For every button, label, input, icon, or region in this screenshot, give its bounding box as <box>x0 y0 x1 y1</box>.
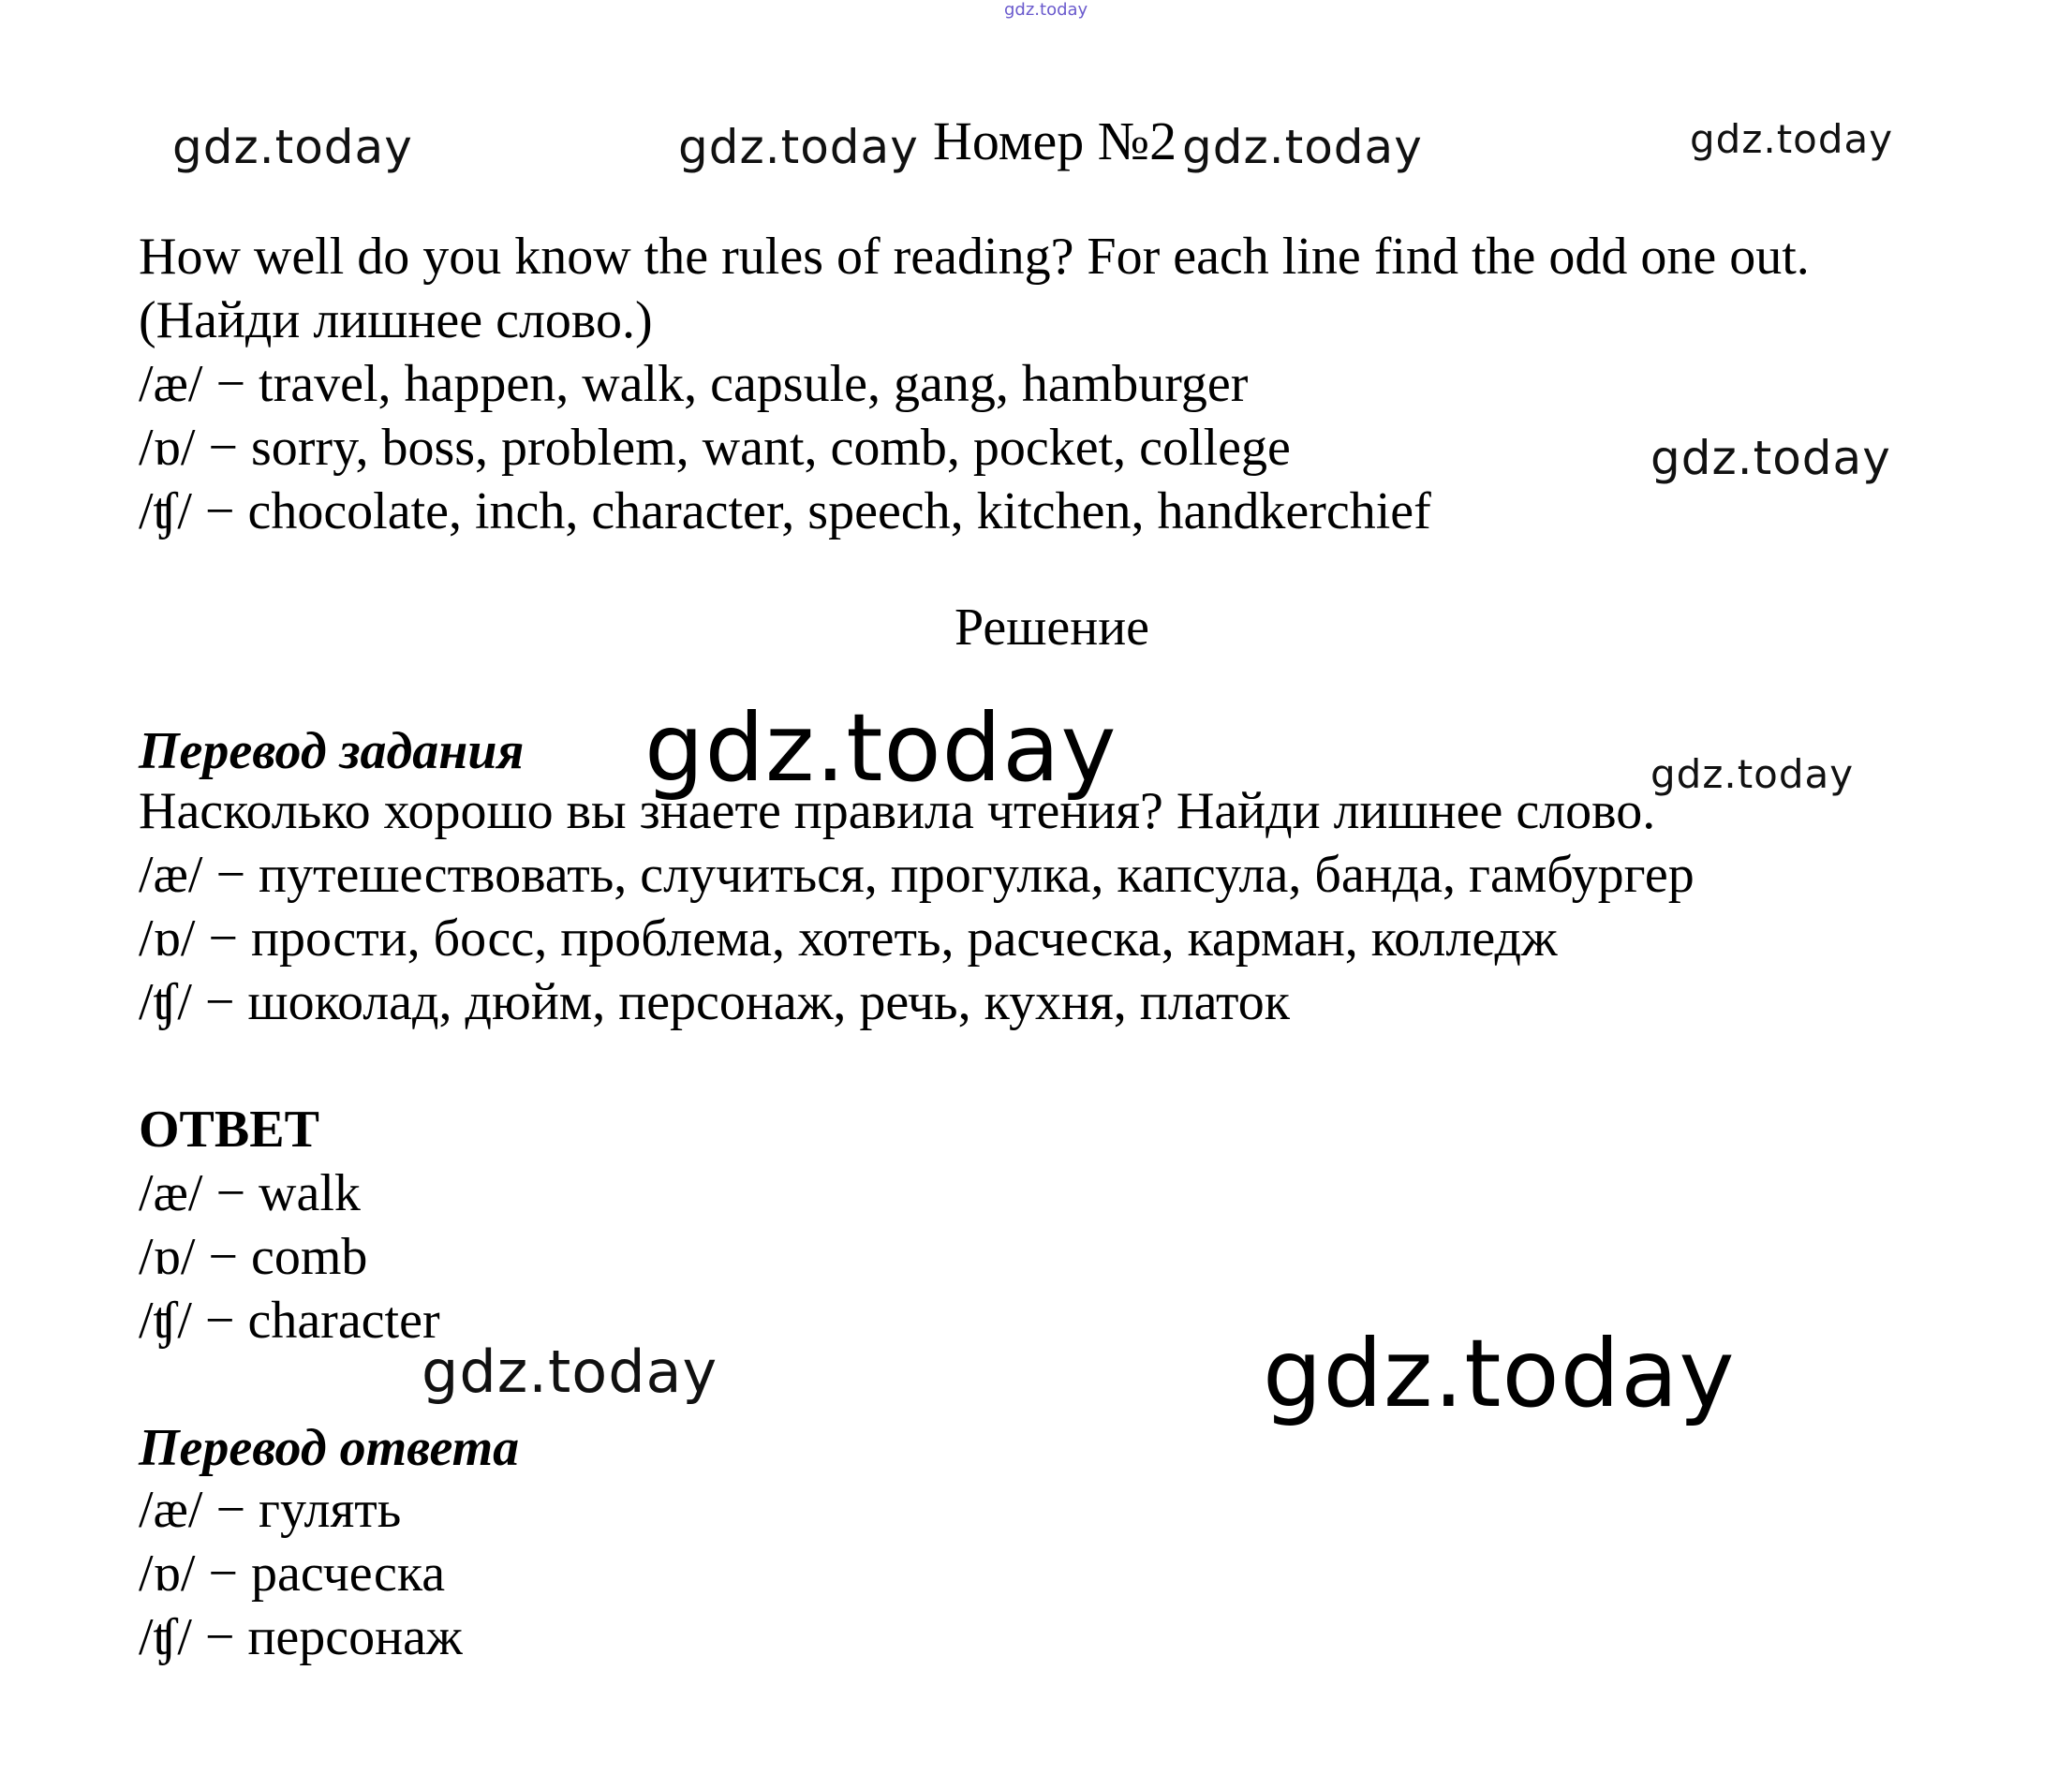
translation-line: /ʧ/ − шоколад, дюйм, персонаж, речь, кухня, платок <box>139 973 1290 1031</box>
task-line: /ɒ/ − sorry, boss, problem, want, comb, pocket, college <box>139 419 1291 477</box>
translation-heading: Перевод задания <box>139 722 525 780</box>
task-title: Номер №2 <box>933 111 1177 171</box>
watermark-large: gdz.today <box>1263 1319 1736 1428</box>
watermark: gdz.today <box>422 1338 718 1406</box>
task-line: /æ/ − travel, happen, walk, capsule, gang, hamburger <box>139 355 1249 413</box>
answer-line: /æ/ − walk <box>139 1164 361 1222</box>
watermark: gdz.today <box>1650 431 1891 485</box>
answer-line: /ɒ/ − comb <box>139 1228 368 1286</box>
watermark: gdz.today <box>1182 120 1423 174</box>
watermark-top: gdz.today <box>1004 0 1088 20</box>
watermark-large: gdz.today <box>644 693 1117 803</box>
watermark: gdz.today <box>1650 751 1855 797</box>
solution-heading: Решение <box>955 599 1150 657</box>
answer-translation-line: /æ/ − гулять <box>139 1481 402 1539</box>
task-instruction-ru: (Найди лишнее слово.) <box>139 291 653 349</box>
answer-translation-heading: Перевод ответа <box>139 1419 520 1477</box>
watermark: gdz.today <box>1690 116 1894 162</box>
translation-line: /ɒ/ − прости, босс, проблема, хотеть, расческа, карман, колледж <box>139 909 1558 968</box>
answer-translation-line: /ʧ/ − персонаж <box>139 1608 463 1666</box>
task-line: /ʧ/ − chocolate, inch, character, speech, kitchen, handkerchief <box>139 482 1431 540</box>
task-instruction: How well do you know the rules of reading? For each line find the odd one out. <box>139 228 1810 286</box>
answer-translation-line: /ɒ/ − расческа <box>139 1545 446 1603</box>
answer-line: /ʧ/ − character <box>139 1292 440 1350</box>
watermark: gdz.today <box>172 120 413 174</box>
translation-line: /æ/ − путешествовать, случиться, прогулка, капсула, банда, гамбургер <box>139 846 1695 904</box>
translation-intro: Насколько хорошо вы знаете правила чтения? Найди лишнее слово. <box>139 782 1656 840</box>
watermark: gdz.today <box>678 120 919 174</box>
answer-heading: ОТВЕТ <box>139 1101 319 1159</box>
